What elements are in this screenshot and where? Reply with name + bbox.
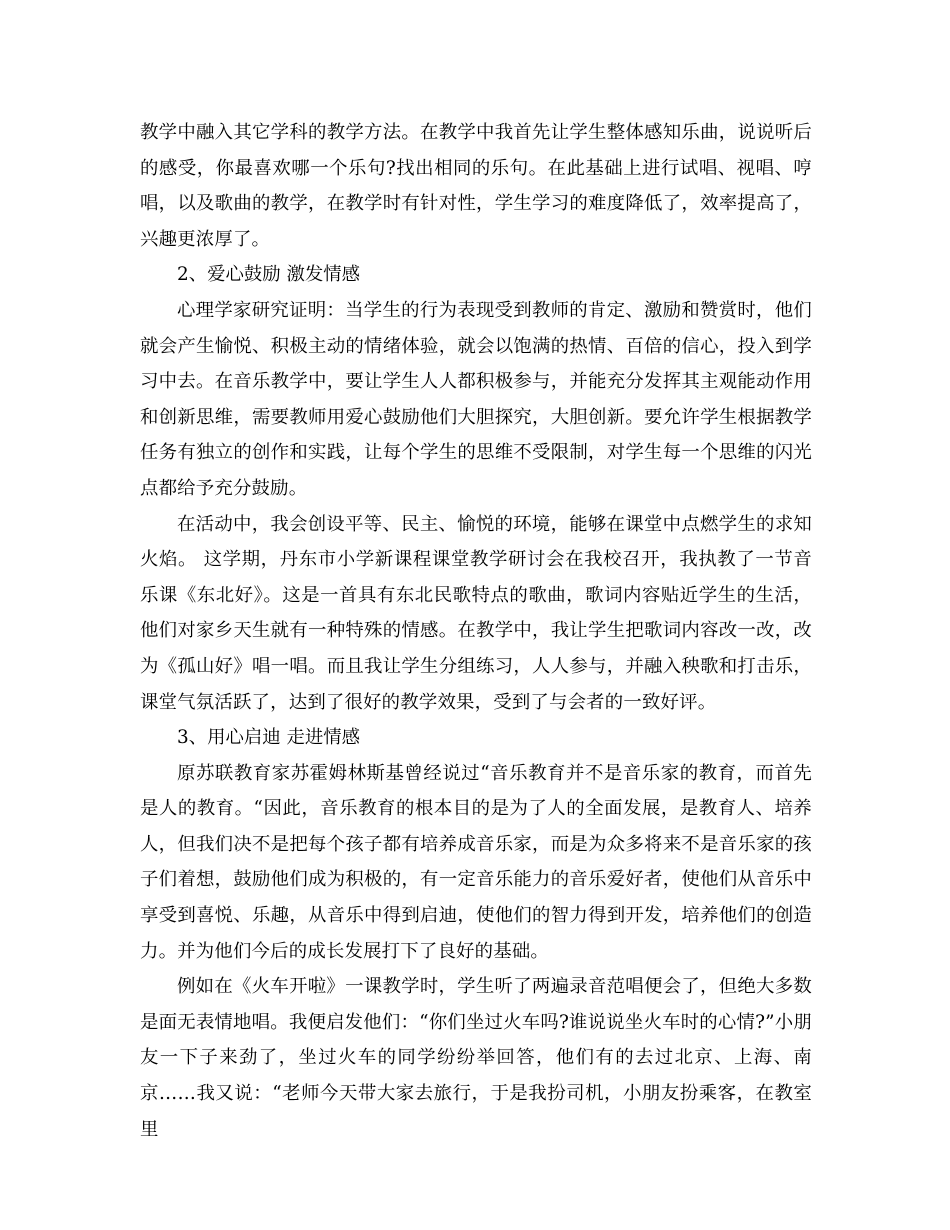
paragraph-intro-continuation: 教学中融入其它学科的教学方法。在教学中我首先让学生整体感知乐曲，说说听后的感受，你最喜欢哪一个乐句?找出相同的乐句。在此基础上进行试唱、视唱、哼唱，以及歌曲的教学，在教学时有针对性，学生学习的难度降低了，效率提高了，兴趣更浓厚了。 xyxy=(140,122,812,250)
section-heading-3: 3、用心启迪 走进情感 xyxy=(177,727,361,749)
section-heading-2: 2、爱心鼓励 激发情感 xyxy=(177,264,361,286)
paragraph-sukhomlinsky: 原苏联教育家苏霍姆林斯基曾经说过“音乐教育并不是音乐家的教育，而首先是人的教育。“因此，音乐教育的根本目的是为了人的全面发展，是教育人、培养人，但我们决不是把每个孩子都有培养成音乐家，而是为众多将来不是音乐家的孩子们着想，鼓励他们成为积极的，有一定音乐能力的音乐爱好者，使他们从音乐中享受到喜悦、乐趣，从音乐中得到启迪，使他们的智力得到开发，培养他们的创造力。并为他们今后的成长发展打下了良好的基础。 xyxy=(140,762,812,962)
paragraph-train-example: 例如在《火车开啦》一课教学时，学生听了两遍录音范唱便会了，但绝大多数是面无表情地唱。我便启发他们：“你们坐过火车吗?谁说说坐火车时的心情?”小朋友一下子来劲了，坐过火车的同学纷纷举回答，他们有的去过北京、上海、南京……我又说：“老师今天带大家去旅行，于是我扮司机，小朋友扮乘客，在教室里 xyxy=(140,976,812,1140)
paragraph-psychology: 心理学家研究证明：当学生的行为表现受到教师的肯定、激励和赞赏时，他们就会产生愉悦、积极主动的情绪体验，就会以饱满的热情、百倍的信心，投入到学习中去。在音乐教学中，要让学生人人都积极参与，并能充分发挥其主观能动作用和创新思维，需要教师用爱心鼓励他们大胆探究，大胆创新。要允许学生根据教学任务有独立的创作和实践，让每个学生的思维不受限制，对学生每一个思维的闪光点都给予充分鼓励。 xyxy=(140,299,812,499)
paragraph-activity: 在活动中，我会创设平等、民主、愉悦的环境，能够在课堂中点燃学生的求知火焰。 这学期，丹东市小学新课程课堂教学研讨会在我校召开，我执教了一节音乐课《东北好》。这是一首具有东北民歌特点的歌曲，歌词内容贴近学生的生活，他们对家乡天生就有一种特殊的情感。在教学中，我让学生把歌词内容改一改，改为《孤山好》唱一唱。而且我让学生分组练习，人人参与，并融入秧歌和打击乐，课堂气氛活跃了，达到了很好的教学效果，受到了与会者的一致好评。 xyxy=(140,513,812,713)
document-page xyxy=(140,115,812,1147)
